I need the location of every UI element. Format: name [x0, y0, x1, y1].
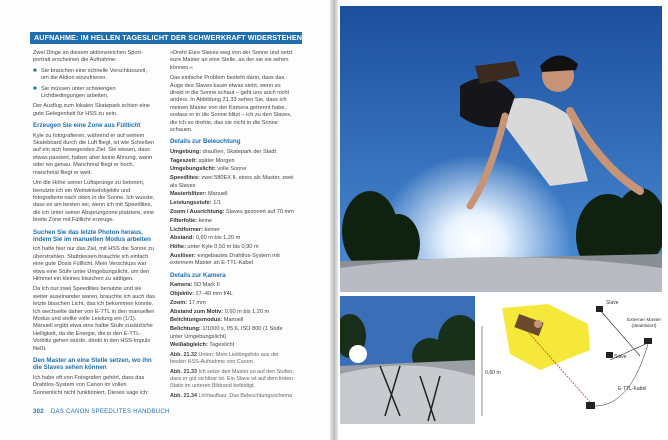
subheading: Erzeugen Sie eine Zone aus Fülllicht: [33, 122, 141, 130]
detail-key: Filterfolie:: [170, 217, 198, 224]
detail-row: [170, 282, 295, 289]
detail-key: Umgebung:: [170, 148, 202, 155]
bullet-item: ■ Sie brauchen eine schnelle Verschlusszeit, um die Aktion einzufrieren.: [33, 67, 148, 82]
detail-value: 0,60 m bis 1,20 m: [195, 235, 241, 242]
detail-key: Weißabgleich:: [170, 342, 208, 349]
detail-value: draußen, Skatepark der Stadt: [202, 148, 277, 155]
camera-details-heading: Details zur Kamera: [170, 271, 226, 279]
caption-lead: Abb. 21.33: [170, 369, 197, 375]
slave-speedlite-icon: [606, 352, 613, 358]
caption-text: Lichtaufbau: Das Beleuchtungsschema: [198, 393, 292, 399]
detail-row: [170, 244, 295, 251]
detail-row: [170, 209, 295, 216]
detail-row: [170, 253, 295, 268]
detail-value: keine: [198, 217, 212, 224]
caption-text: Ich setze den Master so auf den Stufen, dass er gut sichtbar ist. Ein Slave ist auf dem linken Stativ im unteren Bildrand befestigt.: [170, 369, 294, 389]
book-title: DAS CANON SPEEDLITES HANDBUCH: [50, 409, 170, 415]
detail-row: [170, 200, 295, 207]
master-speedlite-icon: [644, 338, 652, 344]
figure-caption: [170, 352, 295, 366]
detail-key: Umgebungslicht:: [170, 166, 216, 173]
body-paragraph: Kyle zu fotografieren, während er auf seinem Skateboard durch die Luft fliegt, ist wie Schießen auf ein sich bewegendes Ziel. Sie wissen, dass etwas passiert, haben aber keine Ahnung, wann oder wo genau. Manchmal fliegt er hoch, manchmal fliegt er weit.: [33, 132, 155, 176]
quote-paragraph: »Dreht Eure Slaves weg von der Sonne und setzt eure Master an eine Stelle, an der sie sie sehen können.«: [170, 50, 293, 71]
detail-value: unter Kyle 0,50 m bis 0,90 m: [187, 244, 259, 251]
detail-key: Belichtung:: [170, 326, 201, 333]
slave-right-label: Slave: [614, 354, 627, 360]
page-footer: [33, 409, 170, 415]
detail-row: [170, 166, 295, 173]
detail-value: Tageslicht: [209, 342, 235, 349]
detail-row: [170, 342, 295, 349]
detail-key: Masterblitzer:: [170, 191, 207, 198]
detail-key: Belichtungsmodus:: [170, 317, 223, 324]
detail-row: [170, 158, 295, 165]
detail-row: [170, 218, 295, 225]
detail-key: Objektiv:: [170, 291, 194, 298]
detail-value: eingebautes Drahtlos-System mit externem Master an E-TTL-Kabel: [170, 253, 280, 267]
detail-row: [170, 235, 295, 242]
detail-value: 17 mm: [188, 299, 206, 306]
lighting-details-heading: Details zur Beleuchtung: [170, 138, 241, 146]
detail-row: [170, 175, 295, 190]
detail-key: Auslöser:: [170, 253, 196, 260]
camera-icon: [586, 402, 595, 409]
skateboarder-photo: [340, 6, 662, 292]
intro-paragraph: Zwei Dinge an diesem aktionsreichen Sport-portrait erscheinen die Aufnahme:: [33, 50, 143, 64]
body-paragraph: Der Ausflug zum lokalen Skatepark schien eine gute Gelegenheit für HSS zu sein.: [33, 103, 150, 117]
detail-key: Abstand zum Motiv:: [170, 308, 224, 315]
figure-caption: [170, 369, 295, 390]
book-gutter: [330, 0, 338, 440]
skateboarder-illustration: [340, 6, 662, 292]
body-paragraph: Da ich nur zwei Speedlites benutzte und sie weiter auseinander waren, brauchte ich auch das letzte bisschen Licht, das ich bekommen konnte. Ich wechselte daher von E-TTL in den manuellen Modus und stellte volle Leistung ein (1/1). Manuell ergibt etwa eine halbe Stufe zusätzliche Helligkeit, da die Energie, die in den E-TTL-Vorblitz gehen würde, direkt in den HSS-Impuls fließt.: [33, 286, 155, 352]
lighting-details-list: [170, 149, 295, 268]
detail-key: Höhe:: [170, 244, 186, 251]
setup-illustration: [340, 296, 475, 424]
detail-key: Tageszeit:: [170, 157, 197, 164]
detail-value: volle Sonne: [217, 166, 247, 173]
detail-key: Zoom / Ausrichtung:: [170, 209, 225, 216]
slave-speedlite-icon: [596, 306, 603, 312]
caption-text: Unten: Mein Lieblingsfoto aus der besten HSS-Aufnahme von Canon.: [170, 352, 279, 365]
figure-captions: [170, 352, 295, 403]
lighting-diagram-svg: [480, 296, 662, 424]
subheading: Suchen Sie das letzte Photon heraus, indem Sie im manuellen Modus arbeiten: [33, 228, 151, 243]
detail-value: 5D Mark II: [193, 282, 220, 289]
detail-value: Slaves gezoomt auf 70 mm: [226, 209, 294, 216]
detail-value: 17–40 mm f/4L: [195, 291, 233, 298]
figure-caption: [170, 393, 295, 400]
master-label: Externer Master (deaktiviert): [626, 318, 662, 329]
bullet-icon: ■: [33, 67, 37, 74]
right-text-column: [170, 50, 295, 351]
detail-row: [170, 191, 295, 198]
detail-value: 1/1000 s, f/5.6, ISO 800 (1 Stufe unter Umgebungslicht): [170, 326, 283, 340]
skatepark-setup-photo: [340, 296, 475, 424]
detail-row: [170, 309, 295, 316]
body-paragraph: Ich habe oft von Fotografen gehört, dass das Drahtlos-System von Canon im vollen Sonnenlicht nicht funktioniert. Dieses sage ich:: [33, 374, 149, 396]
body-paragraph: Das einfache Problem besteht darin, dass das Auge des Slaves kaum etwas sieht, wenn es direkt in die Sonne schaut – geht uns auch nicht anders. In Abbildung 21.33 sehen Sie, dass ich meinen Master von der Kamera getrennt habe, sodass er in die Sonne blitzt – ich zu den Slaves, die ich so drehte, das sie nicht in die Sonne schauen.: [170, 75, 292, 134]
detail-key: Leistungsstufe:: [170, 200, 212, 207]
ettl-cable-label: E-TTL-Kabel: [618, 386, 647, 392]
subheading: Den Master an eine Stelle setzen, wo ihn die Slaves sehen können: [33, 357, 152, 372]
bullet-item: ■ Sie müssen unter schwierigen Lichtbedingungen arbeiten.: [33, 85, 116, 100]
section-banner: AUFNAHME: IM HELLEN TAGESLICHT DER SCHWERKRAFT WIDERSTEHEN: [30, 32, 302, 44]
detail-row: [170, 326, 295, 341]
detail-key: Speedlites:: [170, 175, 200, 182]
detail-value: keiner: [204, 226, 220, 233]
detail-row: [170, 300, 295, 307]
lighting-diagram: [480, 296, 662, 424]
caption-lead: Abb. 21.32: [170, 352, 197, 358]
detail-row: [170, 149, 295, 156]
detail-value: 1/1: [213, 200, 221, 207]
detail-key: Abstand:: [170, 235, 195, 242]
body-paragraph: Um die Höhe seiner Luftsprünge zu betonen, benutzte ich ein Weitwinkelobjektiv und fotografierte nach oben in die Sonne. Ich wusste, dass es am besten sei, wenn ich mit Speedlites, die ich unter seiner Absprungzone platziere, eine breite Zone mit Fülllicht erzeuge.: [33, 180, 155, 224]
detail-value: später Morgen: [198, 157, 235, 164]
detail-row: [170, 227, 295, 234]
slave-top-label: Slave: [606, 300, 619, 306]
detail-value: 0,60 m bis 1,20 m: [224, 308, 270, 315]
detail-key: Kamera:: [170, 282, 193, 289]
detail-value: zwei 580EX II, eines als Master, zwei als Slaves: [170, 175, 294, 189]
sun-light-zone: [502, 304, 590, 370]
page-number: 302: [33, 409, 44, 415]
body-paragraph: Ich hatte hier nur das Ziel, mit HSS die Sonne zu überstrahlen. Stattdessen brauchte ich einfach eine gute Dosis Fülllicht. Mein Verschluss war etwa eine Stufe unter Umgebungslicht, um den Himmel ein kleines bisschen zu sättigen.: [33, 246, 154, 282]
detail-key: Lichtformer:: [170, 226, 203, 233]
detail-value: Manuell: [207, 191, 228, 198]
caption-lead: Abb. 21.34: [170, 393, 197, 399]
left-text-column: [33, 50, 155, 400]
distance-label: 0,60 m: [485, 370, 501, 376]
detail-key: Zoom:: [170, 299, 188, 306]
bullet-icon: ■: [33, 85, 37, 92]
detail-value: Manuell: [223, 317, 244, 324]
detail-row: [170, 317, 295, 324]
camera-details-list: [170, 282, 295, 350]
detail-row: [170, 291, 295, 298]
